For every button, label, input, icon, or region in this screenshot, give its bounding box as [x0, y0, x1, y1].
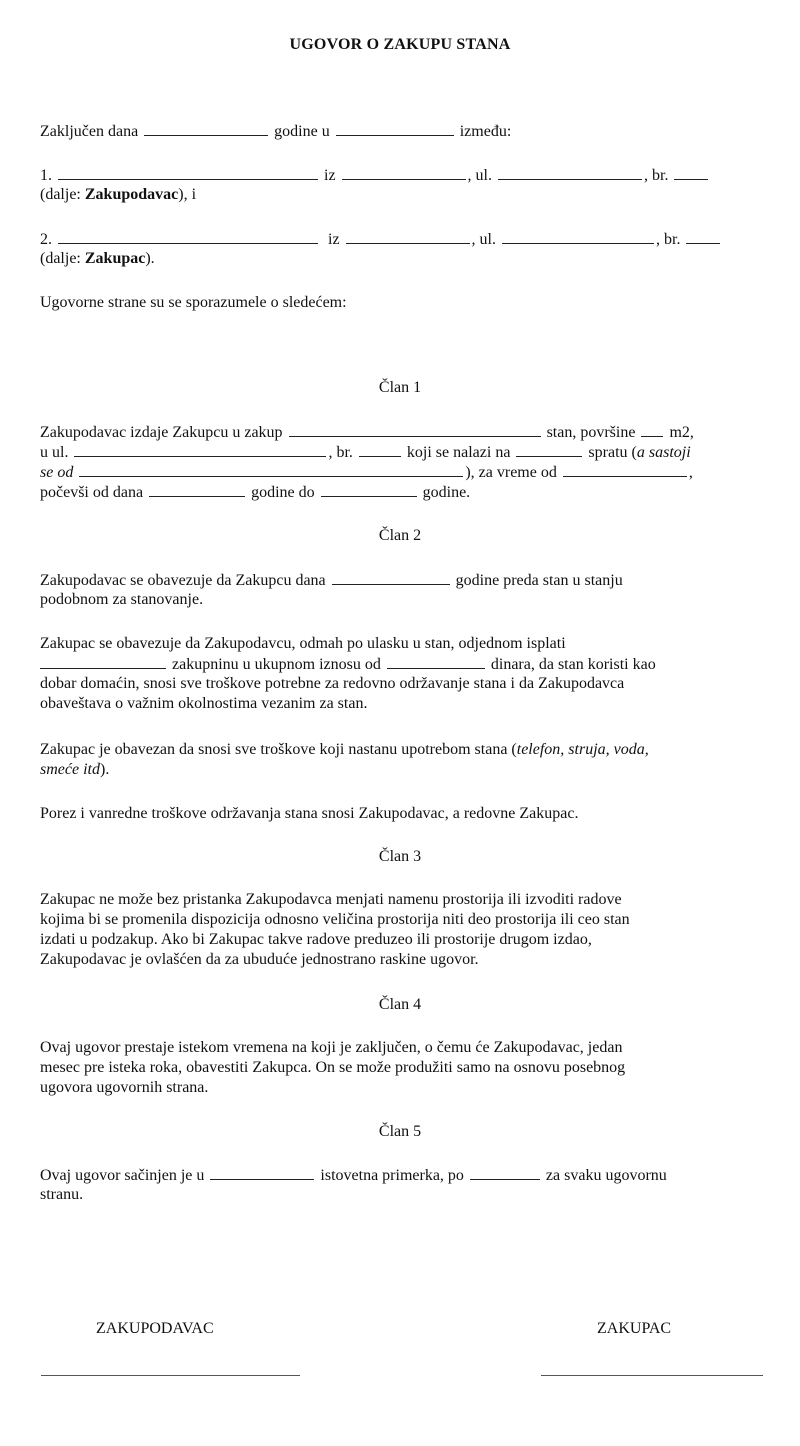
date-blank[interactable] — [144, 121, 268, 136]
party1-street-blank[interactable] — [498, 165, 642, 180]
article-4-line-3: ugovora ugovornih strana. — [40, 1079, 209, 1096]
article-2-para-2-line-1: Zakupac se obavezuje da Zakupodavcu, odmah po ulasku u stan, odjednom isplati — [40, 635, 566, 652]
party1-number-blank[interactable] — [674, 165, 708, 180]
article-3-line-4: Zakupodavac je ovlašćen da za ubuduće jednostrano raskine ugovor. — [40, 951, 479, 968]
landlord-signature-label: ZAKUPODAVAC — [96, 1320, 214, 1337]
street-number-blank[interactable] — [359, 442, 401, 457]
area-blank[interactable] — [641, 422, 663, 437]
article-2-para-2-line-4: obaveštava o važnim okolnostima vezanim za stan. — [40, 695, 368, 712]
duration-blank[interactable] — [563, 462, 687, 477]
end-date-blank[interactable] — [321, 482, 417, 497]
landlord-signature-line[interactable] — [41, 1375, 300, 1376]
apartment-type-blank[interactable] — [289, 422, 541, 437]
article-1-line-1: Zakupodavac izdaje Zakupcu u zakup stan, površine m2, — [40, 424, 694, 441]
article-1-line-4: počevši od dana godine do godine. — [40, 484, 471, 501]
article-1-heading: Član 1 — [378, 379, 422, 396]
article-4-line-1: Ovaj ugovor prestaje istekom vremena na koji je zaključen, o čemu će Zakupodavac, jedan — [40, 1039, 623, 1056]
article-3-line-1: Zakupac ne može bez pristanka Zakupodavca menjati namenu prostorija ili izvoditi radove — [40, 891, 622, 908]
article-5-heading: Član 5 — [378, 1123, 422, 1140]
article-4-line-2: mesec pre isteka roka, obavestiti Zakupca. On se može produžiti samo na osnovu posebnog — [40, 1059, 626, 1076]
article-3-line-3: izdati u podzakup. Ako bi Zakupac takve radove preduzeo ili prostorije drugom izdao, — [40, 931, 592, 948]
party1-city-blank[interactable] — [342, 165, 466, 180]
document-title: UGOVOR O ZAKUPU STANA — [289, 36, 511, 53]
article-2-para-4: Porez i vanredne troškove održavanja stana snosi Zakupodavac, a redovne Zakupac. — [40, 805, 579, 822]
party2-name-blank[interactable] — [58, 229, 318, 244]
article-2-para-3-line-2: smeće itd). — [40, 761, 110, 778]
agreement-text: Ugovorne strane su se sporazumele o sledećem: — [40, 294, 347, 311]
article-2-para-1-line-1: Zakupodavac se obavezuje da Zakupcu dana godine preda stan u stanju — [40, 572, 623, 589]
party2-line: 2. iz , ul. , br. — [40, 229, 722, 250]
handover-date-blank[interactable] — [332, 570, 450, 585]
party2-number-blank[interactable] — [686, 229, 720, 244]
copies-count-blank[interactable] — [210, 1165, 314, 1180]
article-1-line-3: se od ), za vreme od , — [40, 464, 693, 481]
article-1-line-2: u ul. , br. koji se nalazi na spratu (a sastoji — [40, 444, 691, 461]
article-2-para-3-line-1: Zakupac je obavezan da snosi sve troškove koji nastanu upotrebom stana (telefon, struja, voda, — [40, 741, 649, 758]
party1-name-blank[interactable] — [58, 165, 318, 180]
rent-period-blank[interactable] — [40, 654, 166, 669]
party2-city-blank[interactable] — [346, 229, 470, 244]
article-3-heading: Član 3 — [378, 848, 422, 865]
rent-amount-blank[interactable] — [387, 654, 485, 669]
party2-street-blank[interactable] — [502, 229, 654, 244]
article-5-line-2: stranu. — [40, 1186, 84, 1203]
article-4-heading: Član 4 — [378, 996, 422, 1013]
party1-alias: (dalje: Zakupodavac), i — [40, 186, 197, 203]
party2-alias: (dalje: Zakupac). — [40, 250, 155, 267]
party1-line: 1. iz , ul. , br. — [40, 165, 710, 186]
concluded-line: Zaključen dana godine u između: — [40, 123, 512, 140]
place-blank[interactable] — [336, 121, 454, 136]
article-2-para-2-line-2: zakupninu u ukupnom iznosu od dinara, da stan koristi kao — [40, 654, 656, 675]
article-2-heading: Član 2 — [378, 527, 422, 544]
street-blank[interactable] — [74, 442, 326, 457]
article-2-para-1-line-2: podobnom za stanovanje. — [40, 591, 204, 608]
copies-per-party-blank[interactable] — [470, 1165, 540, 1180]
rooms-blank[interactable] — [79, 462, 463, 477]
start-date-blank[interactable] — [149, 482, 245, 497]
article-2-para-2-line-3: dobar domaćin, snosi sve troškove potrebne za redovno održavanje stana i da Zakupodavca — [40, 675, 625, 692]
article-3-line-2: kojima bi se promenila dispozicija odnosno veličina prostorija niti deo prostorija ili ceo stan — [40, 911, 630, 928]
tenant-signature-line[interactable] — [541, 1375, 763, 1376]
floor-blank[interactable] — [516, 442, 582, 457]
article-5-line-1: Ovaj ugovor sačinjen je u istovetna primerka, po za svaku ugovornu — [40, 1167, 667, 1184]
tenant-signature-label: ZAKUPAC — [597, 1320, 672, 1337]
